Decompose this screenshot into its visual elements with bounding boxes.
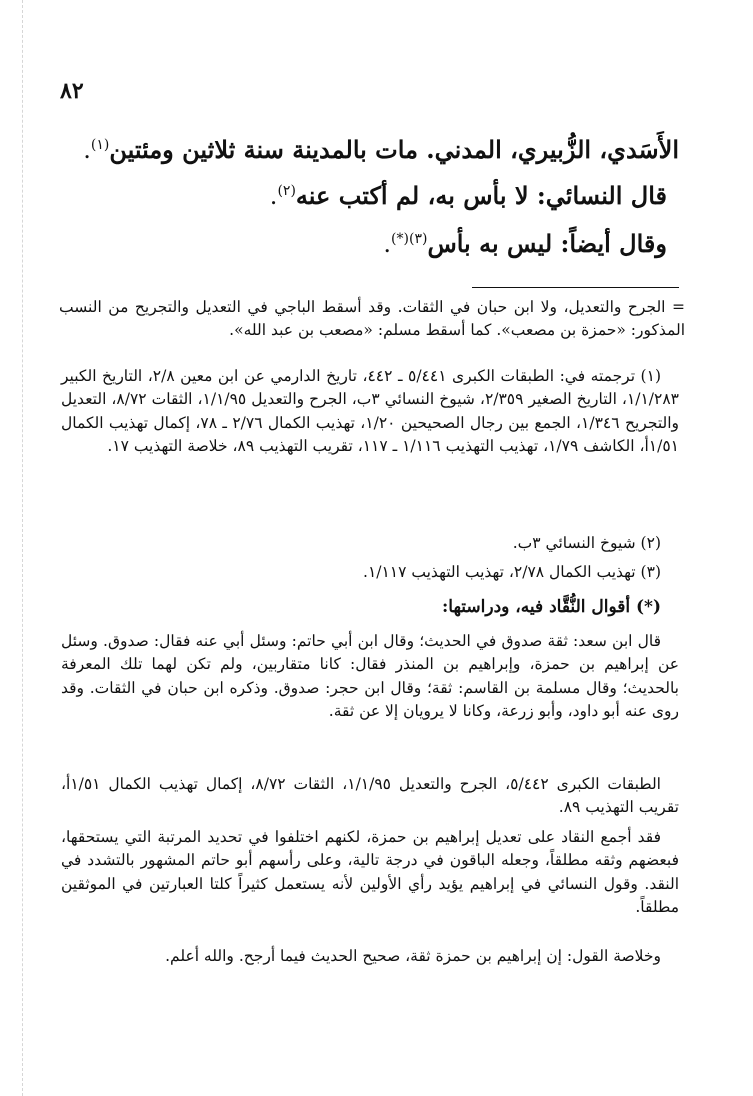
narrator-line-1-end: . — [83, 136, 91, 164]
critics-heading-text: (*) أقوال النُّقَّاد فيه، ودراستها: — [442, 597, 661, 617]
footnote-3: (٣) تهذيب الكمال ٢/٧٨، تهذيب التهذيب ١/١١٧. — [363, 563, 661, 581]
narrator-line-1 — [83, 136, 679, 165]
nasai-quote-text: قال النسائي: لا بأس به، لم أكتب عنه — [295, 181, 667, 210]
scan-margin-line — [22, 0, 23, 1096]
narrator-line-1-text: الأَسَدي، الزُّبيري، المدني. مات بالمدينة سنة ثلاثين ومئتين — [109, 135, 679, 164]
nasai-second-quote-line — [383, 230, 667, 259]
footnote-ref-1[interactable]: (١) — [90, 137, 110, 153]
critics-paragraph-1: قال ابن سعد: ثقة صدوق في الحديث؛ وقال ابن أبي حاتم: وسئل أبي عنه فقال: صدوق. وسئل عن إبراهيم بن حمزة، وإبراهيم بن المنذر فقال: كانا متقاربين، ولم تكن لهما تلك المعرفة بالحديث؛ وقال مسلمة بن القاسم: ثقة؛ وقال ابن حجر: صدوق. وذكره ابن حبان في الثقات. وقد روى عنه أبو داود، وأبو زرعة، وكانا لا يرويان إلا عن ثقة. — [61, 632, 679, 721]
footnote-ref-3[interactable]: (٣)(*) — [391, 231, 428, 247]
footnote-1: (١) ترجمته في: الطبقات الكبرى ٥/٤٤١ ـ ٤٤٢، تاريخ الدارمي عن ابن معين ٢/٨، التاريخ الكبير ١/١/٢٨٣، التاريخ الصغير ٢/٣٥٩، شيوخ النسائي ٣ب، الجرح والتعديل ١/١/٩٥، الثقات ٨/٧٢، التعديل والتجريح ١/٣٤٦، الجمع بين رجال الصحيحين ١/٢٠، تهذيب الكمال ٢/٧٦ ـ ٧٨، إكمال تهذيب الكمال ١/٥١أ، الكاشف ١/٧٩، تهذيب التهذيب ١/١١٦ ـ ١١٧، تقريب التهذيب ٨٩، خلاصة التهذيب ١٧. — [61, 367, 680, 456]
critics-paragraph-2: الطبقات الكبرى ٥/٤٤٢، الجرح والتعديل ١/١/٩٥، الثقات ٨/٧٢، إكمال تهذيب الكمال ١/٥١أ، تقريب التهذيب ٨٩. — [61, 775, 679, 817]
nasai-quote-end: . — [269, 182, 278, 210]
critics-heading — [61, 596, 679, 619]
footnote-ref-2[interactable]: (٢) — [277, 183, 296, 199]
footnote-separator — [472, 287, 679, 288]
critics-paragraph-4: وخلاصة القول: إن إبراهيم بن حمزة ثقة، صحيح الحديث فيما أرجح. والله أعلم. — [165, 947, 661, 965]
critics-paragraph-3: فقد أجمع النقاد على تعديل إبراهيم بن حمزة، لكنهم اختلفوا في تحديد المرتبة التي يستحقها، فبعضهم وثقه مطلقاً، وجعله الباقون في درجة تالية، وعلى رأسهم أبو حاتم المشهور بالتشدد في النقد. وقول النسائي في إبراهيم يؤيد رأي الأولين لأنه يستعمل كثيراً كلتا العبارتين في الموثقين مطلقاً. — [61, 828, 679, 917]
page-number: ٨٢ — [60, 78, 84, 104]
nasai-second-quote-end: . — [383, 230, 392, 258]
nasai-second-quote-text: وقال أيضاً: ليس به بأس — [427, 229, 667, 258]
nasai-quote-line — [270, 182, 667, 211]
footnote-continuation: = الجرح والتعديل، ولا ابن حبان في الثقات. وقد أسقط الباجي في التعديل والتجريح من النسب المذكور: «حمزة بن مصعب». كما أسقط مسلم: «مصعب بن عبد الله». — [59, 298, 685, 340]
footnote-2: (٢) شيوخ النسائي ٣ب. — [512, 534, 661, 552]
